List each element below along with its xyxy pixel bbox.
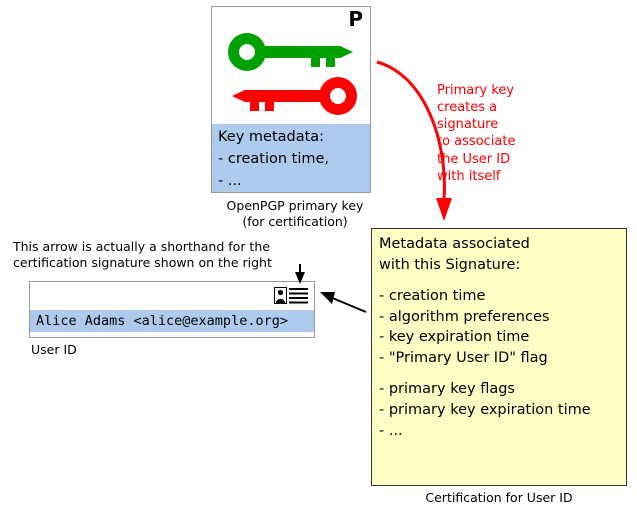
red-curved-arrow-head: [436, 198, 452, 221]
certification-to-userid-arrow-line: [330, 297, 366, 312]
red-annotation-note: [437, 82, 552, 185]
certification-item-7: - ...: [379, 422, 403, 439]
key-metadata-line-1: Key metadata:: [218, 129, 325, 145]
certification-item-1: - creation time: [379, 288, 486, 305]
contact-card-icon: [274, 287, 308, 304]
certification-caption: Certification for User ID: [425, 490, 573, 505]
certification-item-3: - key expiration time: [379, 329, 530, 346]
certification-heading-line-1: Metadata associated: [379, 236, 530, 252]
red-curved-arrow-line: [377, 62, 444, 200]
certification-item-5: - primary key flags: [379, 381, 515, 398]
red-note-line-4: to associate: [437, 134, 516, 150]
key-metadata-line-2: - creation time,: [218, 150, 330, 167]
certification-to-userid-arrow-head: [320, 292, 335, 304]
certification-item-4: - "Primary User ID" flag: [379, 349, 548, 366]
openpgp-primary-key-box: [211, 6, 371, 193]
certification-item-2: - algorithm preferences: [379, 308, 550, 325]
red-note-line-1: Primary key: [437, 83, 515, 98]
red-note-line-3: signature: [437, 117, 499, 133]
red-note-line-2: creates a: [437, 100, 498, 116]
primary-key-caption: [205, 198, 385, 229]
red-note-line-6: with itself: [437, 168, 501, 184]
shorthand-explanation-note: [13, 239, 313, 272]
key-pair-icon: [225, 29, 360, 119]
red-note-line-5: the User ID: [437, 151, 511, 167]
shorthand-note-line-1: This arrow is actually a shorthand for the: [13, 239, 270, 254]
key-metadata-band: [212, 124, 370, 192]
user-id-caption: User ID: [31, 342, 77, 357]
primary-key-badge-letter: P: [348, 7, 363, 31]
user-id-value: Alice Adams <alice@example.org>: [30, 310, 314, 332]
certification-metadata-box: [371, 228, 627, 486]
key-metadata-line-3: - ...: [218, 172, 242, 189]
shorthand-note-line-2: certification signature shown on the right: [13, 255, 272, 271]
primary-key-caption-line-1: OpenPGP primary key: [226, 198, 364, 213]
certification-heading-line-2: with this Signature:: [379, 256, 521, 273]
certification-item-6: - primary key expiration time: [379, 402, 591, 419]
primary-key-caption-line-2: (for certification): [242, 213, 348, 229]
user-id-box: [29, 281, 315, 338]
